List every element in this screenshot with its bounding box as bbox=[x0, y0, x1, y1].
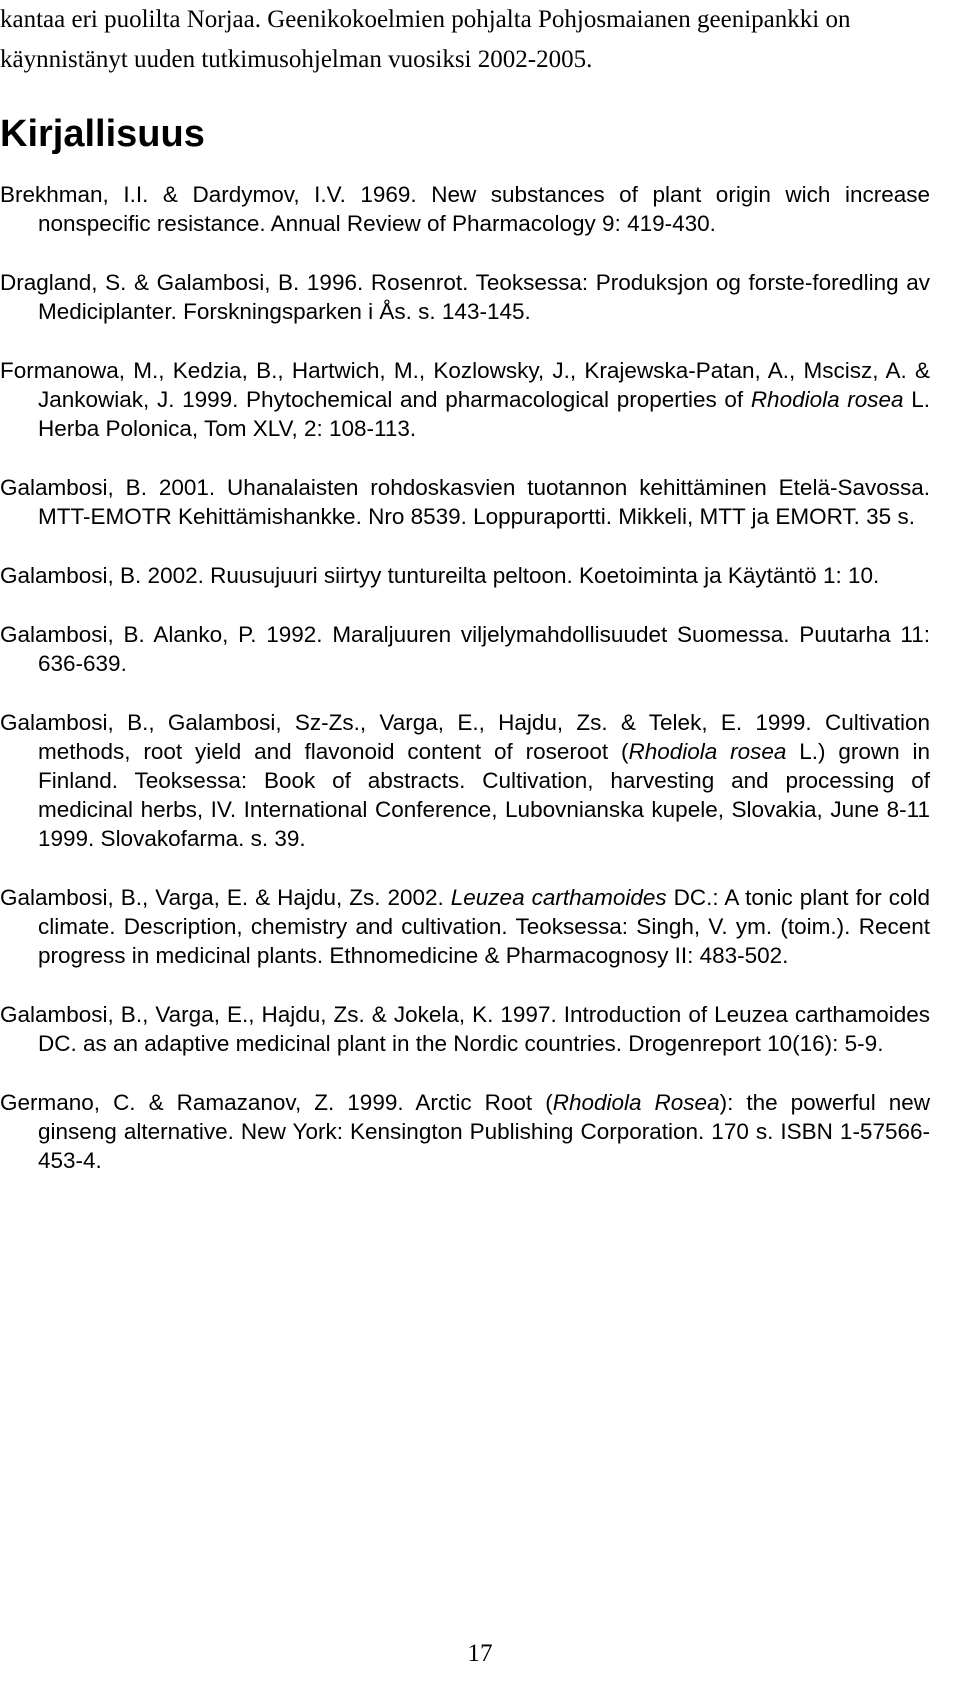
intro-paragraph: kantaa eri puolilta Norjaa. Geenikokoelmien pohjalta Pohjosmaianen geenipankki on käynnistänyt uuden tutkimusohjelman vuosiksi 2002-2005. bbox=[0, 6, 851, 73]
species-name: Leuzea carthamoides bbox=[450, 885, 667, 910]
reference-item: Brekhman, I.I. & Dardymov, I.V. 1969. New substances of plant origin wich increase nonspecific resistance. Annual Review of Pharmacology 9: 419-430. bbox=[0, 182, 930, 236]
section-title: Kirjallisuus bbox=[0, 113, 205, 155]
reference-item: Galambosi, B. 2002. Ruusujuuri siirtyy tuntureilta peltoon. Koetoiminta ja Käytäntö 1: 10. bbox=[0, 563, 880, 588]
reference-item: Formanowa, M., Kedzia, B., Hartwich, M., Kozlowsky, J., Krajewska-Patan, A., Mscisz, A. & Jankowiak, J. 1999. Phytochemical and pharmacological properties of Rhodiola rosea L. Herba Polonica, Tom XLV, 2: 108-113. bbox=[0, 358, 930, 441]
reference-item: Dragland, S. & Galambosi, B. 1996. Rosenrot. Teoksessa: Produksjon og forste-foredling av Mediciplanter. Forskningsparken i Ås. s. 143-145. bbox=[0, 270, 930, 324]
page-number: 17 bbox=[467, 1640, 493, 1667]
species-name: Rhodiola Rosea bbox=[552, 1090, 720, 1115]
reference-list bbox=[0, 180, 930, 1205]
reference-item: Galambosi, B., Galambosi, Sz-Zs., Varga, E., Hajdu, Zs. & Telek, E. 1999. Cultivation methods, root yield and flavonoid content of roseroot (Rhodiola rosea L.) grown in Finland. Teoksessa: Book of abstracts. Cultivation, harvesting and processing of medicinal herbs, IV. International Conference, Lubovnianska kupele, Slovakia, June 8-11 1999. Slovakofarma. s. 39. bbox=[0, 710, 930, 851]
reference-item: Germano, C. & Ramazanov, Z. 1999. Arctic Root (Rhodiola Rosea): the powerful new ginseng alternative. New York: Kensington Publishing Corporation. 170 s. ISBN 1-57566-453-4. bbox=[0, 1090, 930, 1173]
reference-item: Galambosi, B. 2001. Uhanalaisten rohdoskasvien tuotannon kehittäminen Etelä-Savossa. MTT-EMOTR Kehittämishankke. Nro 8539. Loppuraportti. Mikkeli, MTT ja EMORT. 35 s. bbox=[0, 475, 930, 529]
species-name: Rhodiola rosea bbox=[750, 387, 904, 412]
reference-item: Galambosi, B. Alanko, P. 1992. Maraljuuren viljelymahdollisuudet Suomessa. Puutarha 11: 636-639. bbox=[0, 622, 930, 676]
reference-item: Galambosi, B., Varga, E. & Hajdu, Zs. 2002. Leuzea carthamoides DC.: A tonic plant for cold climate. Description, chemistry and cultivation. Teoksessa: Singh, V. ym. (toim.). Recent progress in medicinal plants. Ethnomedicine & Pharmacognosy II: 483-502. bbox=[0, 885, 931, 968]
species-name: Rhodiola rosea bbox=[628, 739, 787, 764]
reference-item: Galambosi, B., Varga, E., Hajdu, Zs. & Jokela, K. 1997. Introduction of Leuzea carthamoides DC. as an adaptive medicinal plant in the Nordic countries. Drogenreport 10(16): 5-9. bbox=[0, 1002, 930, 1056]
